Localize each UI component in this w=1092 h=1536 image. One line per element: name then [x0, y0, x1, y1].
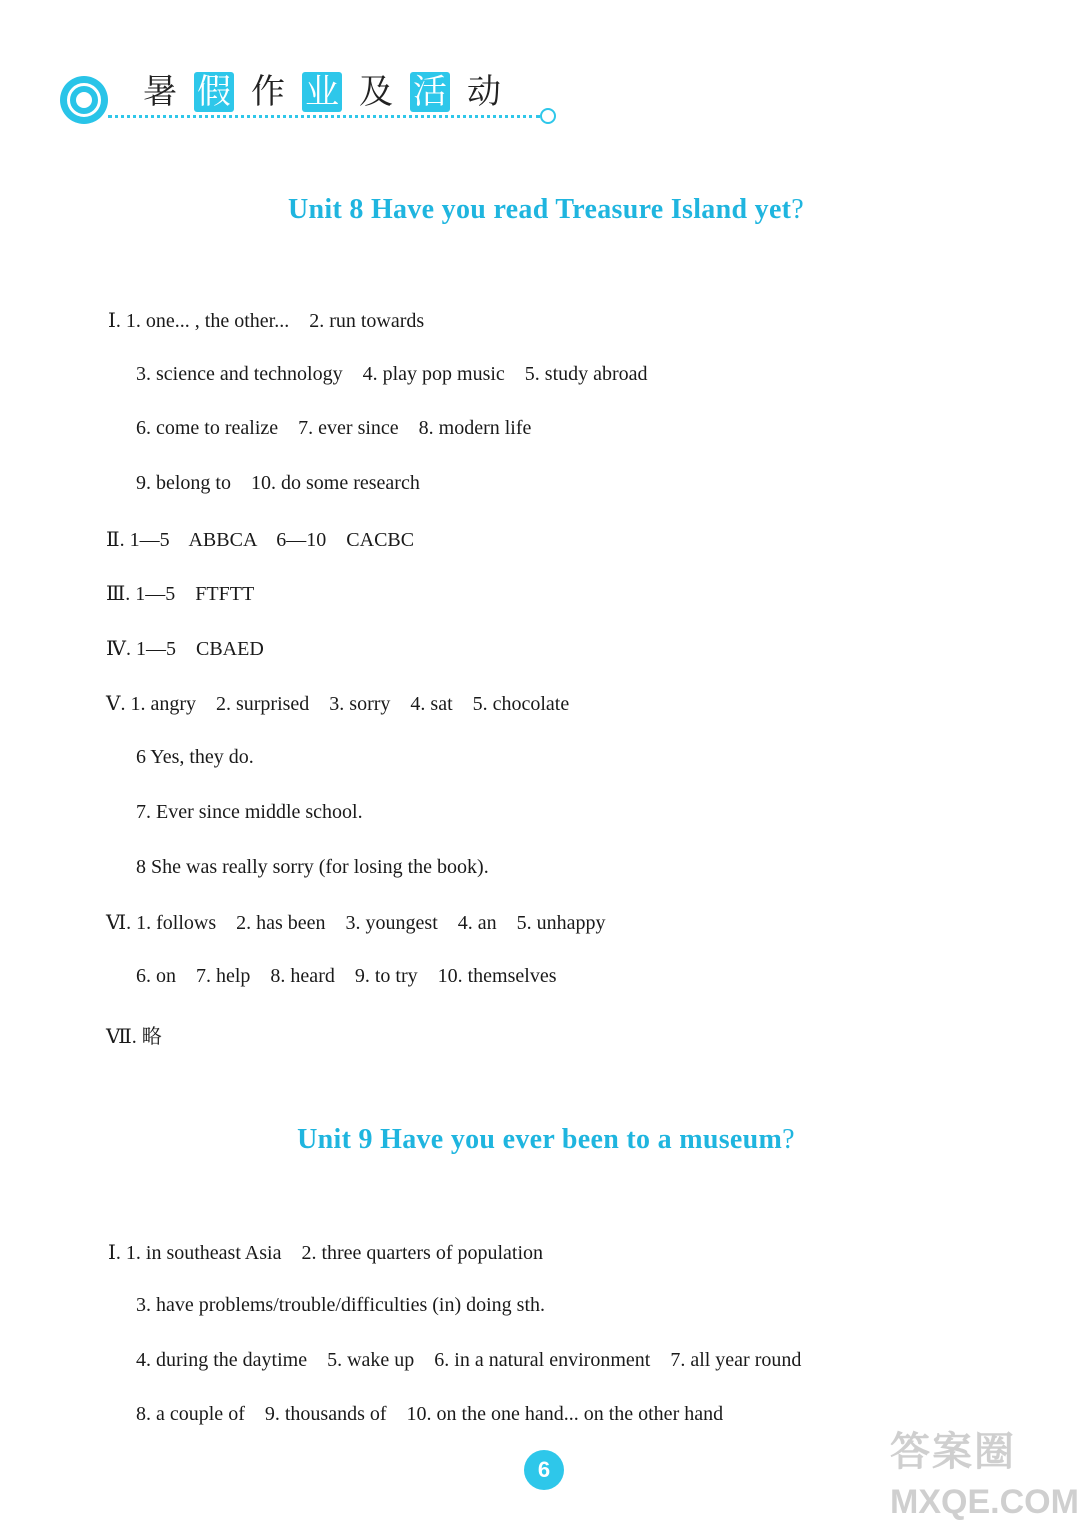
page-number: 6 — [524, 1450, 564, 1490]
answer-line: 8 She was really sorry (for losing the book). — [136, 856, 489, 878]
answer-line: 4. during the daytime 5. wake up 6. in a natural environment 7. all year round — [136, 1349, 802, 1371]
answer-line: Ⅶ. 略 — [106, 1026, 162, 1048]
answer-line: Ⅵ. 1. follows 2. has been 3. youngest 4. an 5. unhappy — [106, 912, 606, 934]
answer-line: Ⅱ. 1—5 ABBCA 6—10 CACBC — [106, 529, 415, 551]
answer-line: 8. a couple of 9. thousands of 10. on the one hand... on the other hand — [136, 1403, 724, 1425]
watermark-url: MXQE.COM — [890, 1483, 1079, 1521]
unit8-title-text: Unit 8 Have you read Treasure Island yet — [287, 194, 792, 225]
answer-line: Ⅰ. 1. in southeast Asia 2. three quarters of population — [108, 1242, 544, 1264]
answer-line: 7. Ever since middle school. — [136, 801, 363, 823]
circle-logo-icon — [60, 76, 108, 124]
answer-line: Ⅳ. 1—5 CBAED — [106, 638, 264, 660]
answer-line: 6 Yes, they do. — [136, 746, 254, 768]
answer-line: 6. on 7. help 8. heard 9. to try 10. themselves — [136, 965, 557, 987]
divider-end-circle-icon — [540, 108, 556, 124]
header-char: 假 — [194, 72, 234, 112]
header-char: 作 — [251, 72, 285, 112]
header-char: 及 — [359, 72, 393, 112]
unit8-title — [0, 194, 1092, 226]
header-char: 业 — [302, 72, 342, 112]
answer-line: Ⅲ. 1—5 FTFTT — [106, 583, 255, 605]
answer-line: 3. science and technology 4. play pop music 5. study abroad — [136, 363, 648, 385]
answer-line: 9. belong to 10. do some research — [136, 472, 420, 494]
unit9-title-qmark: ? — [782, 1124, 795, 1155]
header-char: 暑 — [143, 72, 177, 112]
unit8-title-qmark: ? — [791, 194, 805, 225]
answer-line: Ⅰ. 1. one... , the other... 2. run towards — [108, 310, 425, 332]
unit9-title-text: Unit 9 Have you ever been to a museum — [297, 1124, 783, 1155]
page-header — [60, 66, 560, 136]
answer-line: 6. come to realize 7. ever since 8. modern life — [136, 417, 532, 439]
answer-line: Ⅴ. 1. angry 2. surprised 3. sorry 4. sat 5. chocolate — [106, 693, 570, 715]
header-char: 动 — [467, 72, 501, 112]
watermark-text: 答案圈 — [890, 1430, 1016, 1474]
header-title — [140, 72, 504, 112]
answer-line: 3. have problems/trouble/difficulties (in) doing sth. — [136, 1294, 546, 1316]
dotted-divider — [108, 115, 540, 118]
watermark-logo — [890, 1420, 1085, 1530]
header-char: 活 — [410, 72, 450, 112]
unit9-title — [0, 1124, 1092, 1156]
